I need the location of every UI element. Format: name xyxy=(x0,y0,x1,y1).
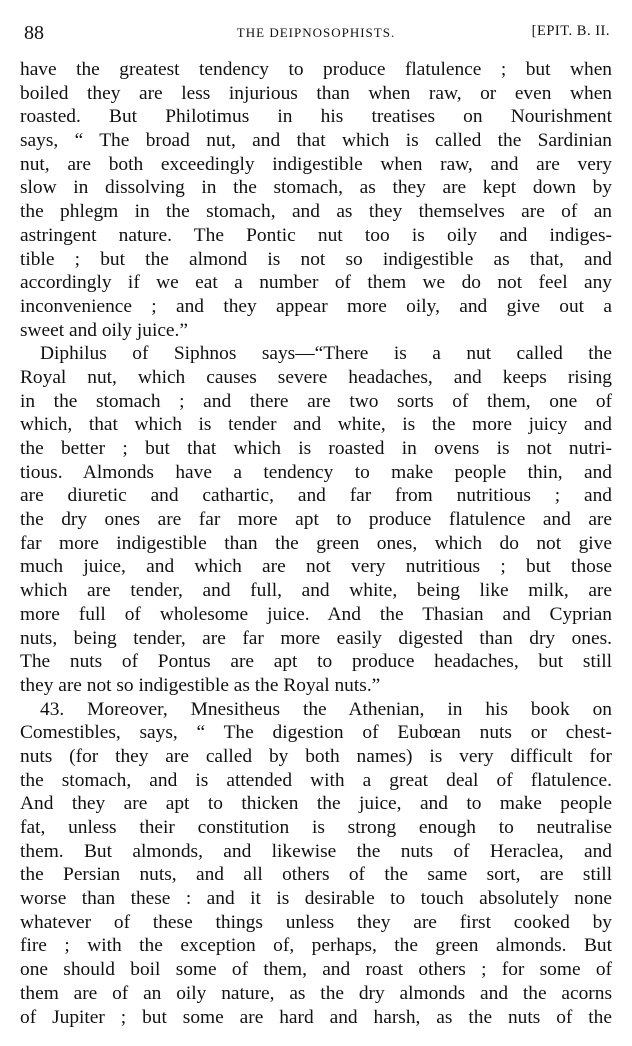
text-line: are diuretic and cathartic, and far from nutritious ; and xyxy=(20,485,612,507)
text-line: And they are apt to thicken the juice, and to make people xyxy=(20,793,612,815)
text-line: in the stomach ; and there are two sorts of them, one of xyxy=(20,390,612,412)
text-line: nut, are both exceedingly indigestible when raw, and are very xyxy=(20,153,612,175)
text-line: 43. Moreover, Mnesitheus the Athenian, in his book on xyxy=(40,698,612,720)
text-line: slow in dissolving in the stomach, as they are kept down by xyxy=(20,177,612,199)
text-line: fire ; with the exception of, perhaps, the green almonds. But xyxy=(20,935,612,957)
text-line: which are tender, and full, and white, being like milk, are xyxy=(20,580,612,602)
text-line: nuts (for they are called by both names) is very difficult for xyxy=(20,745,612,767)
text-line: boiled they are less injurious than when raw, or even when xyxy=(20,82,612,104)
text-line: The nuts of Pontus are apt to produce headaches, but still xyxy=(20,651,612,673)
section-reference: [EPIT. B. II. xyxy=(531,23,610,39)
text-line: Comestibles, says, “ The digestion of Eubœan nuts or chest- xyxy=(20,722,612,744)
text-line: of Jupiter ; but some are hard and harsh, as the nuts of the xyxy=(20,1006,612,1028)
text-line: Royal nut, which causes severe headaches, and keeps rising xyxy=(20,366,612,388)
body-text xyxy=(20,58,612,1029)
text-line: them. But almonds, and likewise the nuts of Heraclea, and xyxy=(20,840,612,862)
text-line: Diphilus of Siphnos says—“There is a nut called the xyxy=(40,343,612,365)
text-line: whatever of these things unless they are first cooked by xyxy=(20,911,612,933)
text-line: the phlegm in the stomach, and as they themselves are of an xyxy=(20,201,612,223)
text-line: them are of an oily nature, as the dry almonds and the acorns xyxy=(20,982,612,1004)
text-line: accordingly if we eat a number of them we do not feel any xyxy=(20,272,612,294)
text-line: far more indigestible than the green ones, which do not give xyxy=(20,532,612,554)
text-line: the dry ones are far more apt to produce flatulence and are xyxy=(20,509,612,531)
text-line: inconvenience ; and they appear more oily, and give out a xyxy=(20,295,612,317)
text-line: fat, unless their constitution is strong enough to neutralise xyxy=(20,817,612,838)
page-header xyxy=(20,22,612,44)
text-line: worse than these : and it is desirable to touch absolutely none xyxy=(20,888,612,910)
text-line: says, “ The broad nut, and that which is called the Sardinian xyxy=(20,130,612,152)
text-line: the Persian nuts, and all others of the same sort, are still xyxy=(20,864,612,886)
text-line: nuts, being tender, are far more easily digested than dry ones. xyxy=(20,627,612,649)
text-line: much juice, and which are not very nutritious ; but those xyxy=(20,556,612,578)
page-number: 88 xyxy=(24,22,44,44)
text-line: roasted. But Philotimus in his treatises on Nourishment xyxy=(20,106,612,128)
running-title: THE DEIPNOSOPHISTS. xyxy=(236,25,396,40)
text-line: the stomach, and is attended with a great deal of flatulence. xyxy=(20,769,612,791)
text-line: which, that which is tender and white, is the more juicy and xyxy=(20,414,612,436)
text-line: sweet and oily juice.” xyxy=(20,319,188,341)
text-line: more full of wholesome juice. And the Thasian and Cyprian xyxy=(20,603,612,625)
text-line: tible ; but the almond is not so indigestible as that, and xyxy=(20,248,612,270)
text-line: have the greatest tendency to produce flatulence ; but when xyxy=(20,59,612,80)
text-line: they are not so indigestible as the Royal nuts.” xyxy=(20,674,381,696)
text-line: one should boil some of them, and roast others ; for some of xyxy=(20,959,612,981)
text-line: astringent nature. The Pontic nut too is oily and indiges- xyxy=(20,224,612,246)
text-line: tious. Almonds have a tendency to make people thin, and xyxy=(20,461,612,483)
text-line: the better ; but that which is roasted in ovens is not nutri- xyxy=(20,438,612,459)
